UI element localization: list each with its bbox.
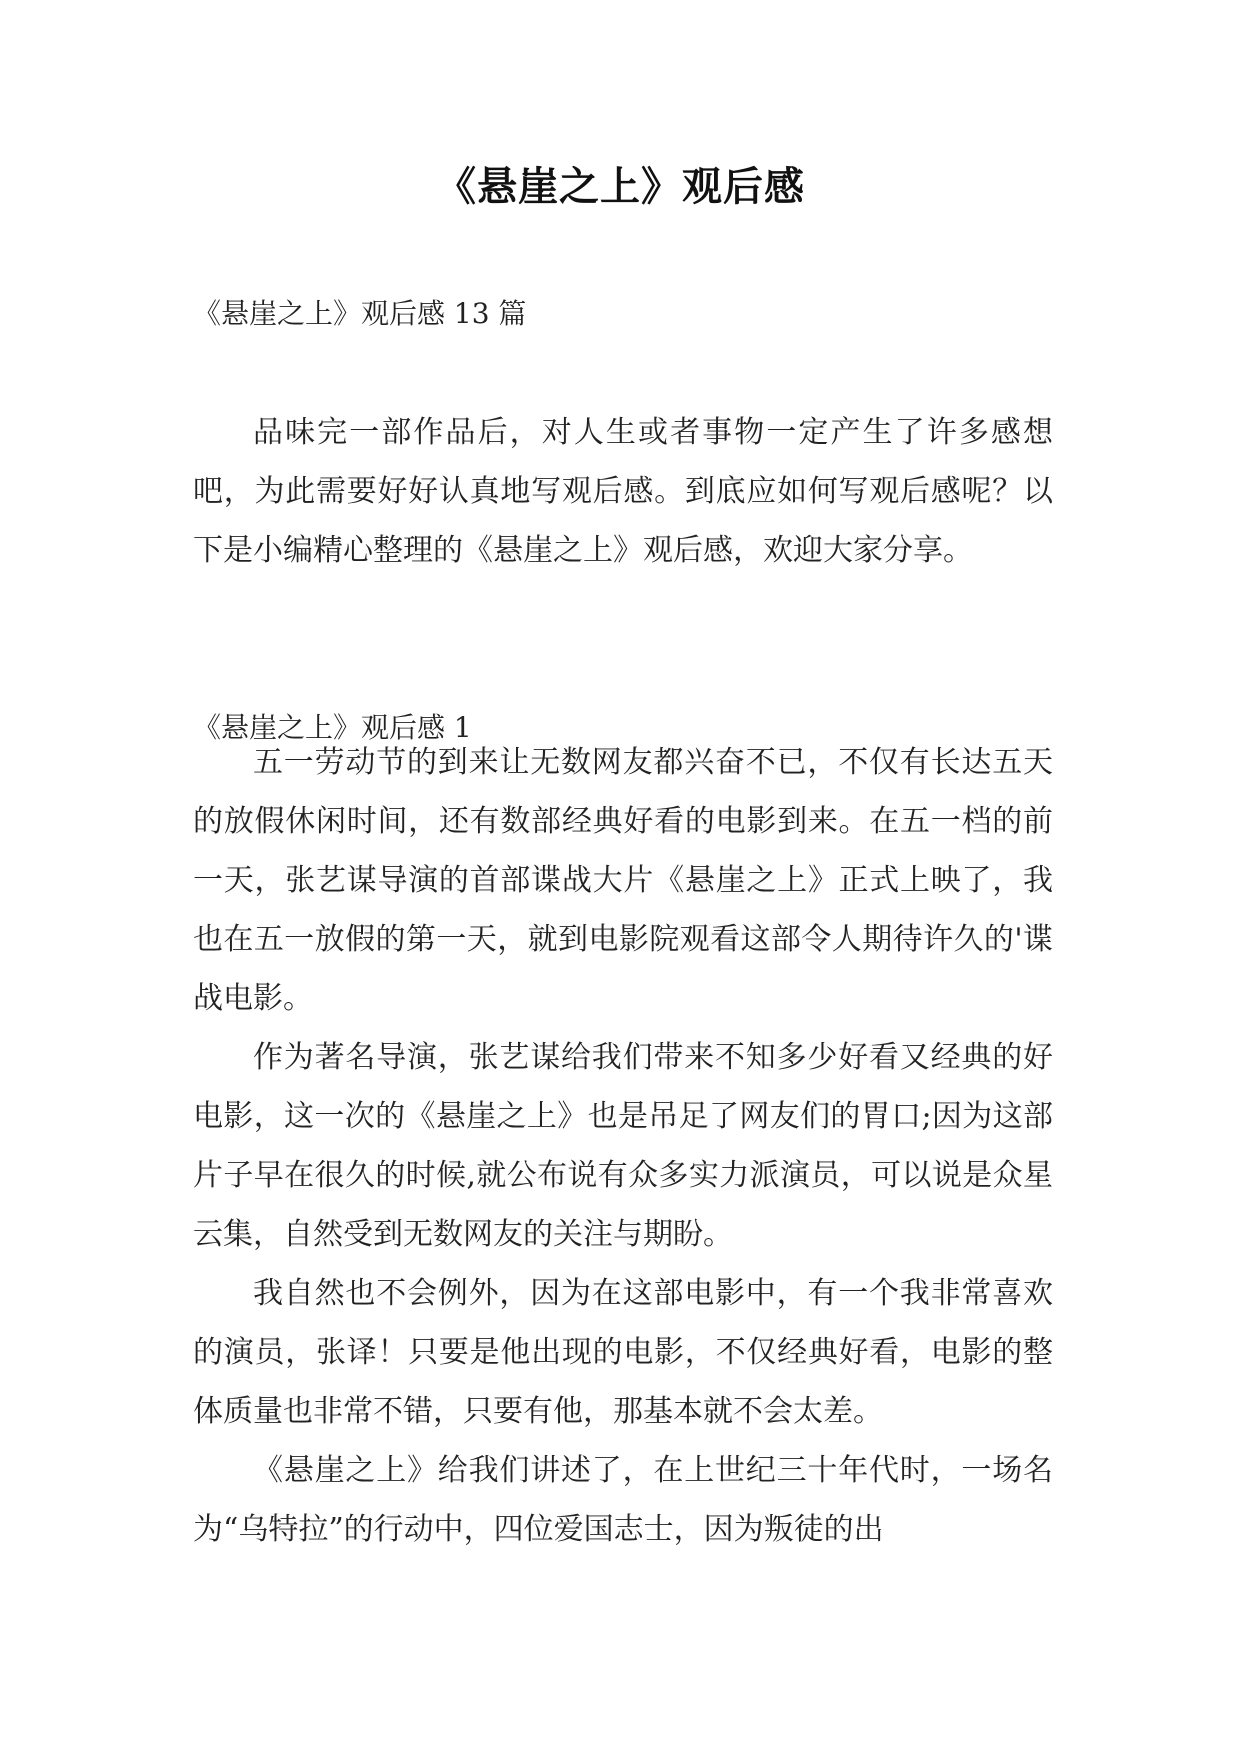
body-paragraph: 作为著名导演，张艺谋给我们带来不知多少好看又经典的好电影，这一次的《悬崖之上》也是吊足了网友们的胃口;因为这部片子早在很久的时候,就公布说有众多实力派演员，可以说是众星云集，自然受到无数网友的关注与期盼。 xyxy=(193,1040,1053,1252)
document-subtitle: 《悬崖之上》观后感 13 篇 xyxy=(193,297,527,330)
body-paragraph: 五一劳动节的到来让无数网友都兴奋不已，不仅有长达五天的放假休闲时间，还有数部经典好看的电影到来。在五一档的前一天，张艺谋导演的首部谍战大片《悬崖之上》正式上映了，我也在五一放假的第一天，就到电影院观看这部令人期待许久的'谍战电影。 xyxy=(193,745,1053,1016)
intro-paragraph: 品味完一部作品后，对人生或者事物一定产生了许多感想吧，为此需要好好认真地写观后感。到底应如何写观后感呢？以下是小编精心整理的《悬崖之上》观后感，欢迎大家分享。 xyxy=(193,415,1053,568)
section-heading: 《悬崖之上》观后感 1 xyxy=(193,711,472,744)
body-paragraph: 《悬崖之上》给我们讲述了，在上世纪三十年代时，一场名为“乌特拉”的行动中，四位爱国志士，因为叛徒的出 xyxy=(193,1453,1053,1547)
body-paragraph: 我自然也不会例外，因为在这部电影中，有一个我非常喜欢的演员，张译！只要是他出现的电影，不仅经典好看，电影的整体质量也非常不错，只要有他，那基本就不会太差。 xyxy=(193,1276,1053,1429)
document-title: 《悬崖之上》观后感 xyxy=(436,163,805,210)
intro-block xyxy=(193,403,1053,580)
main-body xyxy=(193,733,1053,1559)
